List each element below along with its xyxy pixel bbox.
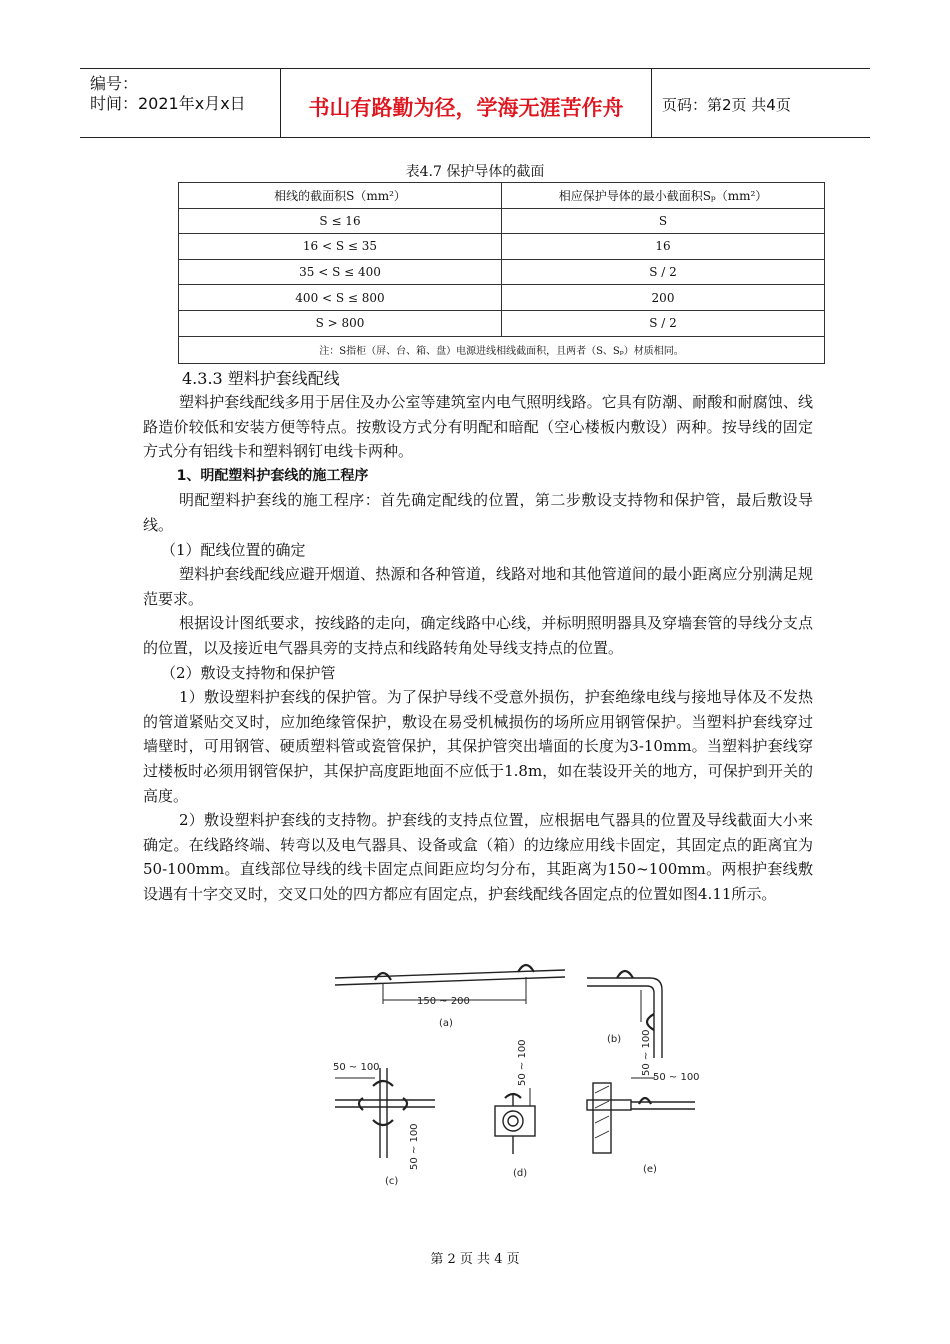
page-number-label: 页码：第2页 共4页 <box>662 96 791 114</box>
table-cell-s: 35 < S ≤ 400 <box>179 259 502 285</box>
page-header <box>80 68 870 138</box>
page-footer: 第 2 页 共 4 页 <box>430 1252 520 1267</box>
dim-label-c-side: 50 ~ 100 <box>409 1123 420 1170</box>
dim-label-e: 50 ~ 100 <box>653 1072 700 1083</box>
table-cell-s: 16 < S ≤ 35 <box>179 234 502 260</box>
paragraph: 1）敷设塑料护套线的保护管。为了保护导线不受意外损伤，护套绝缘电线与接地导体及不发热的管道紧贴交叉时，应加绝缘管保护，敷设在易受机械损伤的场所应用钢管保护。当塑料护套线穿过墙壁时，可用钢管、硬质塑料管或瓷管保护，其保护管突出墙面的长度为3-10mm。当塑料护套线穿过楼板时必须用钢管保护，其保护高度距地面不应低于1.8m，如在装设开关的地方，可保护到开关的高度。 <box>143 688 813 805</box>
table-note: 注：S指柜（屏、台、箱、盘）电源进线相线截面积，且两者（S、Sₚ）材质相同。 <box>179 336 825 363</box>
table-caption: 表4.7 保护导体的截面 <box>405 164 545 180</box>
table-header-sp: 相应保护导体的最小截面积Sₚ（mm²） <box>502 183 825 209</box>
fixing-points-figure <box>325 958 705 1198</box>
subheading: （1）配线位置的确定 <box>161 540 306 559</box>
table-row <box>179 310 825 336</box>
paragraph: 明配塑料护套线的施工程序：首先确定配线的位置，第二步敷设支持物和保护管，最后敷设导线。 <box>143 491 813 534</box>
figure-part-b <box>587 971 662 1076</box>
paragraph: 塑料护套线配线多用于居住及办公室等建筑室内电气照明线路。它具有防潮、耐酸和耐腐蚀、线路造价较低和安装方便等特点。按敷设方式分有明配和暗配（空心楼板内敷设）两种。按导线的固定方式分有铝线卡和塑料钢钉电线卡两种。 <box>143 393 813 461</box>
dim-label-a: 150 ~ 200 <box>417 996 470 1007</box>
table-cell-s: 400 < S ≤ 800 <box>179 285 502 311</box>
table-cell-sp: 16 <box>502 234 825 260</box>
subheading: 1、明配塑料护套线的施工程序 <box>176 467 369 484</box>
part-label-b: (b) <box>607 1034 622 1045</box>
table-row <box>179 259 825 285</box>
table-row <box>179 208 825 234</box>
table-cell-s: S > 800 <box>179 310 502 336</box>
table-cell-sp: 200 <box>502 285 825 311</box>
table-row <box>179 234 825 260</box>
table-header-row <box>179 183 825 209</box>
table-cell-sp: S <box>502 208 825 234</box>
body-text <box>143 390 813 906</box>
table-cell-sp: S / 2 <box>502 310 825 336</box>
subheading: （2）敷设支持物和保护管 <box>161 663 336 682</box>
header-page-cell <box>652 69 870 137</box>
time-label: 时间：2021年x月x日 <box>90 94 246 113</box>
table-cell-s: S ≤ 16 <box>179 208 502 234</box>
figure-part-e <box>587 1072 700 1175</box>
paragraph: 根据设计图纸要求，按线路的走向，确定线路中心线，并标明照明器具及穿墙套管的导线分支点的位置，以及接近电气器具旁的支持点和线路转角处导线支持点的位置。 <box>143 614 813 657</box>
table-header-s: 相线的截面积S（mm²） <box>179 183 502 209</box>
motto: 书山有路勤为径，学海无涯苦作舟 <box>308 96 624 120</box>
table-cell-sp: S / 2 <box>502 259 825 285</box>
paragraph: 2）敷设塑料护套线的支持物。护套线的支持点位置，应根据电气器具的位置及导线截面大小来确定。在线路终端、转弯以及电气器具、设备或盒（箱）的边缘应用线卡固定，其固定点的距离宜为50-100mm。直线部位导线的线卡固定点间距应均匀分布，其距离为150~100mm。两根护套线敷设遇有十字交叉时，交叉口处的四方都应有固定点，护套线配线各固定点的位置如图4.11所示。 <box>143 811 813 903</box>
table-row <box>179 285 825 311</box>
dim-label-c-top: 50 ~ 100 <box>333 1062 380 1073</box>
serial-label: 编号： <box>90 74 139 93</box>
part-label-e: (e) <box>643 1164 657 1175</box>
dim-label-d: 50 ~ 100 <box>517 1039 528 1086</box>
header-info-cell <box>80 69 281 137</box>
part-label-c: (c) <box>385 1176 399 1187</box>
figure-part-d <box>495 1039 535 1179</box>
figure-part-c <box>333 1062 435 1187</box>
table-note-row <box>179 336 825 363</box>
paragraph: 塑料护套线配线应避开烟道、热源和各种管道，线路对地和其他管道间的最小距离应分别满足规范要求。 <box>143 565 813 608</box>
part-label-a: (a) <box>439 1018 453 1029</box>
figure-part-a <box>335 965 565 1029</box>
dim-label-b: 50 ~ 100 <box>641 1029 652 1076</box>
part-label-d: (d) <box>513 1168 528 1179</box>
conductor-table <box>178 182 825 364</box>
section-title: 4.3.3 塑料护套线配线 <box>182 369 340 388</box>
header-motto-cell <box>281 69 652 137</box>
